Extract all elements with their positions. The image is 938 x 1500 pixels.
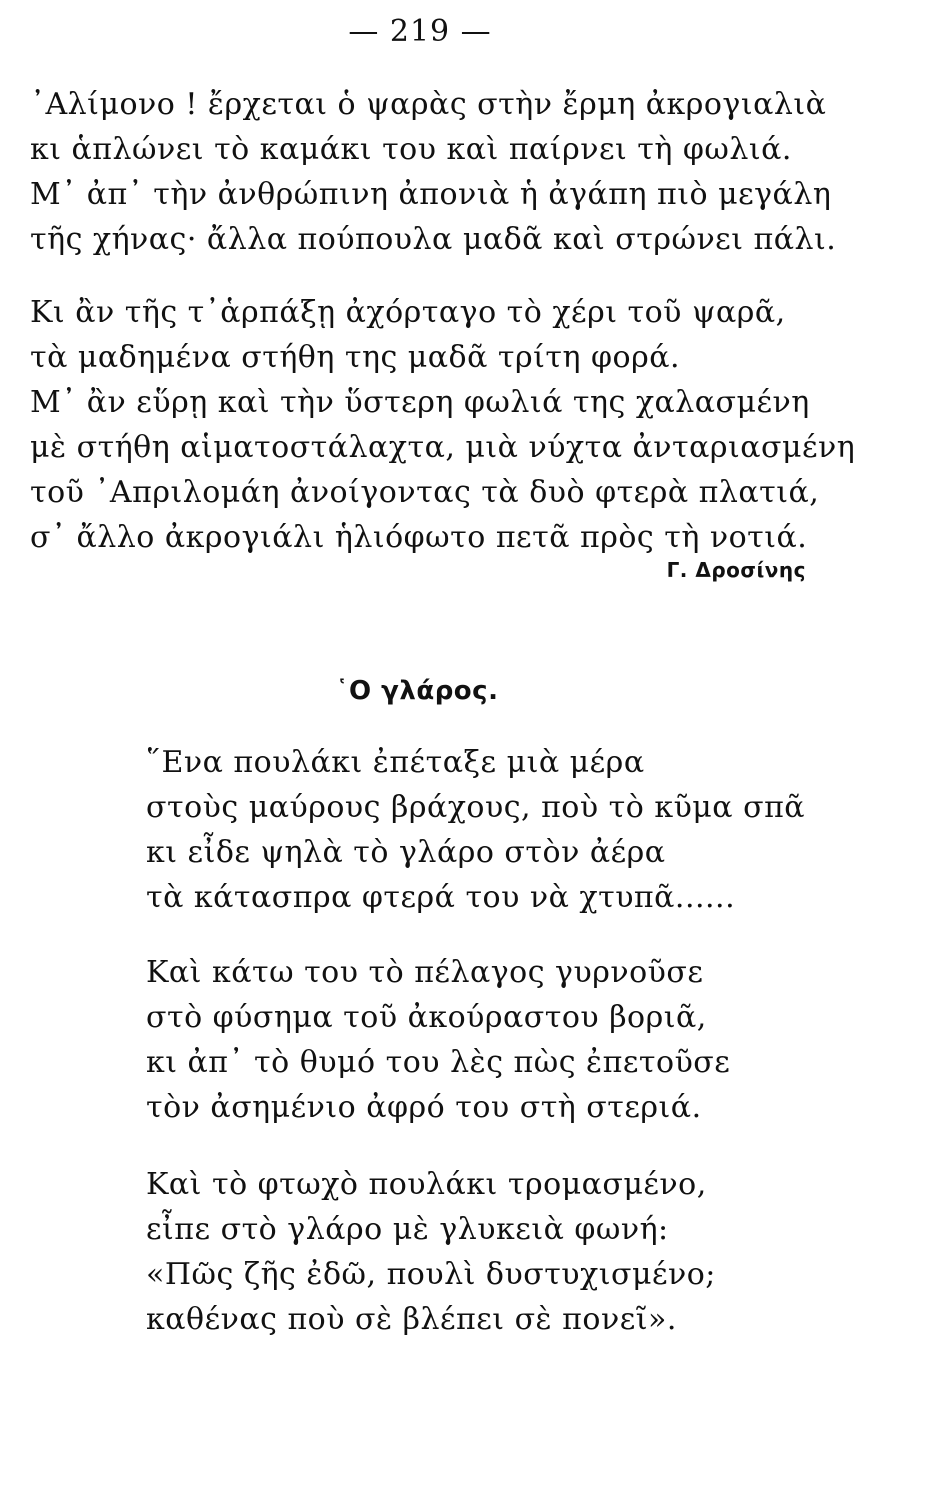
verse-line: τὰ μαδημένα στήθη της μαδᾶ τρίτη φορά.: [30, 340, 680, 375]
page-number: — 219 —: [348, 14, 492, 49]
verse-line: καθένας ποὺ σὲ βλέπει σὲ πονεῖ».: [146, 1302, 677, 1337]
verse-line: τοῦ ᾿Απριλομάη ἀνοίγοντας τὰ δυὸ φτερὰ πλατιά,: [30, 475, 820, 510]
verse-line: Μ᾿ ἂν εὕρῃ καὶ τὴν ὕστερη φωλιά της χαλασμένη: [30, 385, 810, 420]
verse-line: Μ᾿ ἀπ᾿ τὴν ἀνθρώπινη ἀπονιὰ ἡ ἀγάπη πιὸ μεγάλη: [30, 177, 832, 212]
verse-line: τὸν ἀσημένιο ἀφρό του στὴ στεριά.: [146, 1090, 702, 1125]
poem-1-author: Γ. Δροσίνης: [666, 558, 806, 582]
verse-line: Καὶ κάτω του τὸ πέλαγος γυρνοῦσε: [146, 955, 704, 990]
verse-line: μὲ στήθη αἱματοστάλαχτα, μιὰ νύχτα ἀνταριασμένη: [30, 430, 856, 465]
verse-line: «Πῶς ζῆς ἐδῶ, πουλὶ δυστυχισμένο;: [146, 1257, 716, 1292]
verse-line: εἶπε στὸ γλάρο μὲ γλυκειὰ φωνή:: [146, 1212, 669, 1247]
poem-1-stanza-1: [30, 82, 836, 262]
verse-line: σ᾿ ἄλλο ἀκρογιάλι ἡλιόφωτο πετᾶ πρὸς τὴ νοτιά.: [30, 520, 808, 555]
verse-line: τὰ κάτασπρα φτερά του νὰ χτυπᾶ......: [146, 880, 736, 915]
poem-2-stanza-3: [146, 1162, 716, 1342]
verse-line: ῞Ενα πουλάκι ἐπέταξε μιὰ μέρα: [146, 745, 645, 780]
verse-line: στὸ φύσημα τοῦ ἀκούραστου βοριᾶ,: [146, 1000, 707, 1035]
verse-line: στοὺς μαύρους βράχους, ποὺ τὸ κῦμα σπᾶ: [146, 790, 806, 825]
verse-line: ᾿Αλίμονο ! ἔρχεται ὁ ψαρὰς στὴν ἔρμη ἀκρογιαλιὰ: [30, 87, 827, 122]
poem-2-stanza-1: [146, 740, 805, 920]
verse-line: κι ἁπλώνει τὸ καμάκι του καὶ παίρνει τὴ φωλιά.: [30, 132, 792, 167]
verse-line: Κι ἂν τῆς τ᾿ἁρπάξῃ ἀχόρταγο τὸ χέρι τοῦ ψαρᾶ,: [30, 295, 786, 330]
poem-1-stanza-2: [30, 290, 855, 560]
poem-2-stanza-2: [146, 950, 730, 1130]
verse-line: Καὶ τὸ φτωχὸ πουλάκι τρομασμένο,: [146, 1167, 707, 1202]
verse-line: κι εἶδε ψηλὰ τὸ γλάρο στὸν ἀέρα: [146, 835, 666, 870]
verse-line: κι ἀπ᾿ τὸ θυμό του λὲς πὼς ἐπετοῦσε: [146, 1045, 731, 1080]
poem-2-title: ῾Ο γλάρος.: [335, 676, 499, 706]
verse-line: τῆς χήνας· ἄλλα πούπουλα μαδᾶ καὶ στρώνει πάλι.: [30, 222, 837, 257]
